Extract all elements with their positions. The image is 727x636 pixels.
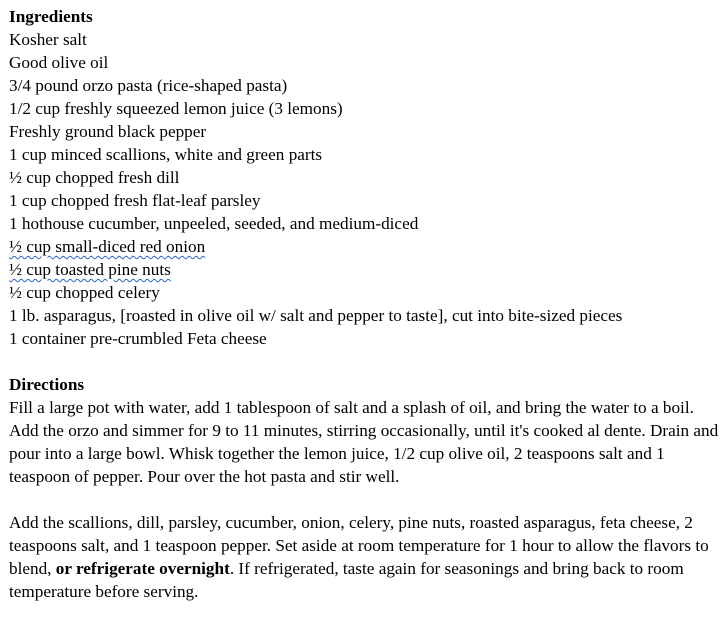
ingredients-heading: Ingredients	[9, 7, 93, 26]
ingredient-item	[9, 235, 727, 258]
ingredient-item: 1 hothouse cucumber, unpeeled, seeded, and medium-diced	[9, 214, 419, 233]
directions-paragraph-1: Fill a large pot with water, add 1 tablespoon of salt and a splash of oil, and bring the water to a boil. Add the orzo and simmer for 9 to 11 minutes, stirring occasionally, until it's cooked al dente. Drain and pour into a large bowl. Whisk together the lemon juice, 1/2 cup olive oil, 2 teaspoons salt and 1 teaspoon of pepper. Pour over the hot pasta and stir well.	[9, 398, 719, 486]
directions-paragraph-2-text-a: Add the scallions, dill, parsley, cucumber, onion, celery, pine nuts, roasted asparagus, feta cheese, 2 teaspoons salt, and 1 teaspoon pepper. Set aside at room temperature for 1 hour to allow the flavors to blend,	[9, 513, 709, 578]
ingredient-item: 1 container pre-crumbled Feta cheese	[9, 329, 267, 348]
ingredient-item-text: ½ cup toasted pine nuts	[9, 260, 171, 279]
directions-paragraph-2-text-b: . If refrigerated, taste again for seasonings and bring back to room temperature before serving.	[9, 559, 684, 601]
ingredient-item: 1/2 cup freshly squeezed lemon juice (3 lemons)	[9, 99, 343, 118]
paragraph-spacer	[9, 488, 727, 511]
ingredient-item: Good olive oil	[9, 53, 109, 72]
ingredients-list	[9, 28, 727, 350]
directions-paragraph-2-bold: or refrigerate overnight	[55, 559, 230, 578]
section-spacer	[9, 350, 727, 373]
ingredient-item	[9, 258, 727, 281]
ingredient-item: 1 cup minced scallions, white and green parts	[9, 145, 323, 164]
ingredient-item-text: ½ cup small-diced red onion	[9, 237, 206, 256]
ingredient-item: ½ cup chopped celery	[9, 283, 160, 302]
ingredient-item: 1 lb. asparagus, [roasted in olive oil w/ salt and pepper to taste], cut into bite-sized pieces	[9, 306, 623, 325]
ingredient-item: ½ cup chopped fresh dill	[9, 168, 180, 187]
ingredient-item: Kosher salt	[9, 30, 87, 49]
directions-paragraph-2	[9, 511, 721, 603]
ingredient-item: 1 cup chopped fresh flat-leaf parsley	[9, 191, 261, 210]
directions-heading: Directions	[9, 375, 85, 394]
ingredient-item: Freshly ground black pepper	[9, 122, 207, 141]
ingredient-item: 3/4 pound orzo pasta (rice-shaped pasta)	[9, 76, 288, 95]
